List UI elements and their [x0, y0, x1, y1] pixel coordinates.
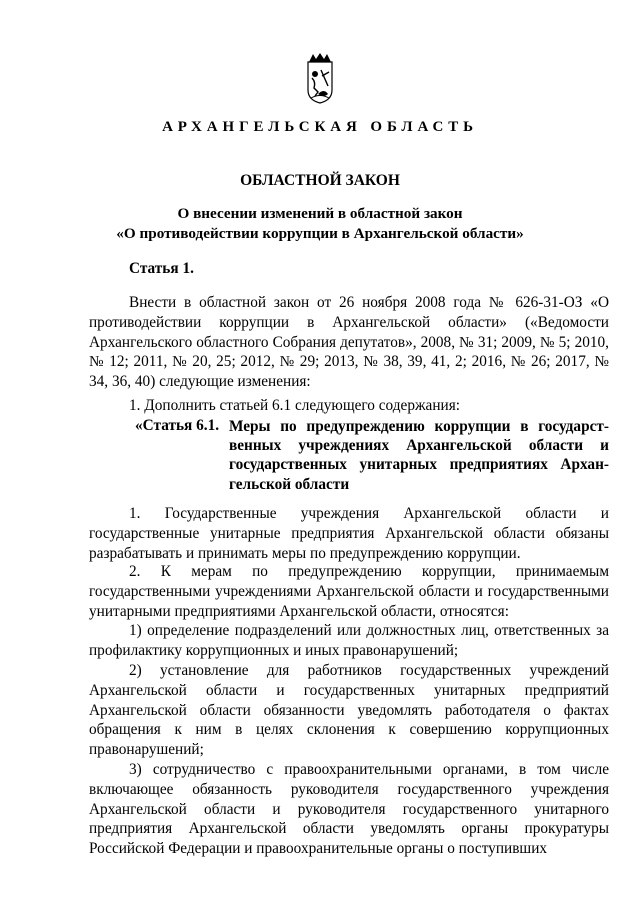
- amendment-item-1: 1. Дополнить статьей 6.1 следующего содержания:: [129, 397, 461, 414]
- law-type-heading: ОБЛАСТНОЙ ЗАКОН: [240, 172, 400, 189]
- measure-3-text: 3) сотрудничество с правоохранительными органами, в том числе включающее обязанность руководителя государственного учреждения Архангельской области и руководителя государственного унитарного предприятия Архангельской области уведомлять органы прокуратуры Российской Федерации и правоохранительные органы о поступивших: [89, 760, 609, 858]
- law-title-line-1: О внесении изменений в областной закон: [177, 205, 463, 222]
- article-6-1-paragraph-2: [89, 562, 609, 859]
- coat-of-arms-icon: [306, 52, 334, 104]
- law-title: [0, 204, 640, 243]
- article-6-1-title: Меры по предупреждению коррупции в государственных учреждениях Архангельской области и государственных унитарных предприятиях Архангельской области: [229, 418, 609, 493]
- measure-1-text: 1) определение подразделений или должностных лиц, ответственных за профилактику коррупционных и иных правонарушений;: [89, 622, 609, 660]
- law-title-line-2: «О противодействии коррупции в Архангельской области»: [116, 224, 524, 242]
- region-name: АРХАНГЕЛЬСКАЯ ОБЛАСТЬ: [162, 119, 478, 135]
- article-6-1-paragraph-1: 1. Государственные учреждения Архангельской области и государственные унитарные предприятия Архангельской области обязаны разрабатывать и принимать меры по предупреждению коррупции.: [89, 505, 609, 562]
- article-6-1-label: «Статья 6.1.: [135, 417, 220, 434]
- article-1-heading: Статья 1.: [129, 260, 194, 277]
- paragraph-2-text: 2. К мерам по предупреждению коррупции, принимаемым государственными учреждениями Архангельской области и государственными унитарными предприятиями Архангельской области, относятся:: [89, 563, 609, 620]
- measure-2-text: 2) установление для работников государственных учреждений Архангельской области и государственных унитарных предприятий Архангельской области обязанности уведомлять работодателя о фактах обращения к ним в целях склонения к совершению коррупционных правонарушений;: [89, 661, 609, 759]
- article-1-intro-paragraph: Внести в областной закон от 26 ноября 2008 года № 626-31-ОЗ «О противодействии коррупции в Архангельской области» («Ведомости Архангельского областного Собрания депутатов», 2008, № 31; 2009, № 5; 2010, № 12; 2011, № 20, 25; 2012, № 29; 2013, № 38, 39, 41, 2; 2016, № 26; 2017, № 34, 36, 40) следующие изменения:: [89, 294, 609, 391]
